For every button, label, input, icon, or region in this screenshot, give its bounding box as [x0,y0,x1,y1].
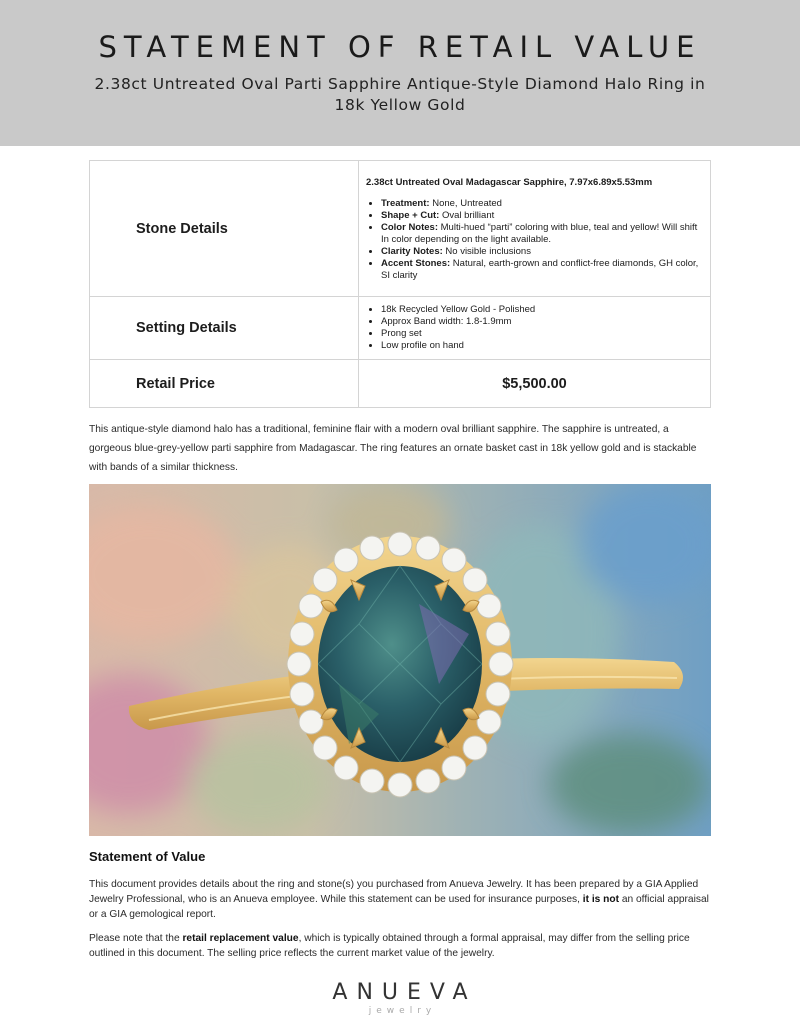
header-banner [0,0,800,146]
list-item: • 18k Recycled Yellow Gold - Polished [381,304,702,316]
details-table [89,160,711,408]
setting-details-info [359,297,711,360]
stone-title: 2.38ct Untreated Oval Madagascar Sapphire, 7.97x6.89x5.53mm [366,177,653,188]
statement-paragraph-2: Please note that the retail replacement value, which is typically obtained through a formal appraisal, may differ from the selling price outlined in this document. The selling price reflects the current market value of the jewelry. [89,933,690,959]
statement-of-value-title: Statement of Value [89,849,206,864]
retail-price-value: $5,500.00 [359,360,711,408]
stone-details-label: Stone Details [90,161,359,297]
list-item: • Prong set [381,328,702,340]
statement-paragraph-1: This document provides details about the ring and stone(s) you purchased from Anueva Jewelry. It has been prepared by a GIA Applied Jewelry Professional, who is an Anueva employee. While this statement can be used for insurance purposes, it is not an official appraisal or a GIA gemological report. [89,879,709,920]
ring-photo [89,484,711,836]
retail-price-label: Retail Price [90,360,359,408]
logo-tagline: jewelry [368,1006,437,1016]
ring-description: This antique-style diamond halo has a traditional, feminine flair with a modern oval brilliant sapphire. The sapphire is untreated, a gorgeous blue-grey-yellow parti sapphire from Madagascar. The ring features an ornate basket cast in 18k yellow gold and is stackable with bands of a similar thickness. [89,424,697,473]
retail-price-row [90,360,711,408]
stone-details-row [90,161,711,297]
list-item: • Low profile on hand [381,340,702,352]
document-title: STATEMENT OF RETAIL VALUE [98,30,702,64]
list-item: • Approx Band width: 1.8-1.9mm [381,316,702,328]
anueva-logo [300,980,500,1016]
setting-details-row [90,297,711,360]
stone-details-info [359,161,711,297]
setting-details-list [366,304,702,352]
logo-brand: ANUEVA [332,980,477,1005]
list-item: • Accent Stones: Natural, earth-grown and conflict-free diamonds, GH color, SI clarity [381,258,702,282]
list-item: • Treatment: None, Untreated [381,198,702,210]
stone-details-list [366,198,702,282]
list-item: • Color Notes: Multi-hued “parti” coloring with blue, teal and yellow! Will shift In color depending on the light available. [381,222,702,246]
ring-illustration [89,484,711,836]
document-subtitle: 2.38ct Untreated Oval Parti Sapphire Antique-Style Diamond Halo Ring in 18k Yellow Gold [94,75,706,114]
list-item: • Clarity Notes: No visible inclusions [381,246,702,258]
setting-details-label: Setting Details [90,297,359,360]
list-item: • Shape + Cut: Oval brilliant [381,210,702,222]
